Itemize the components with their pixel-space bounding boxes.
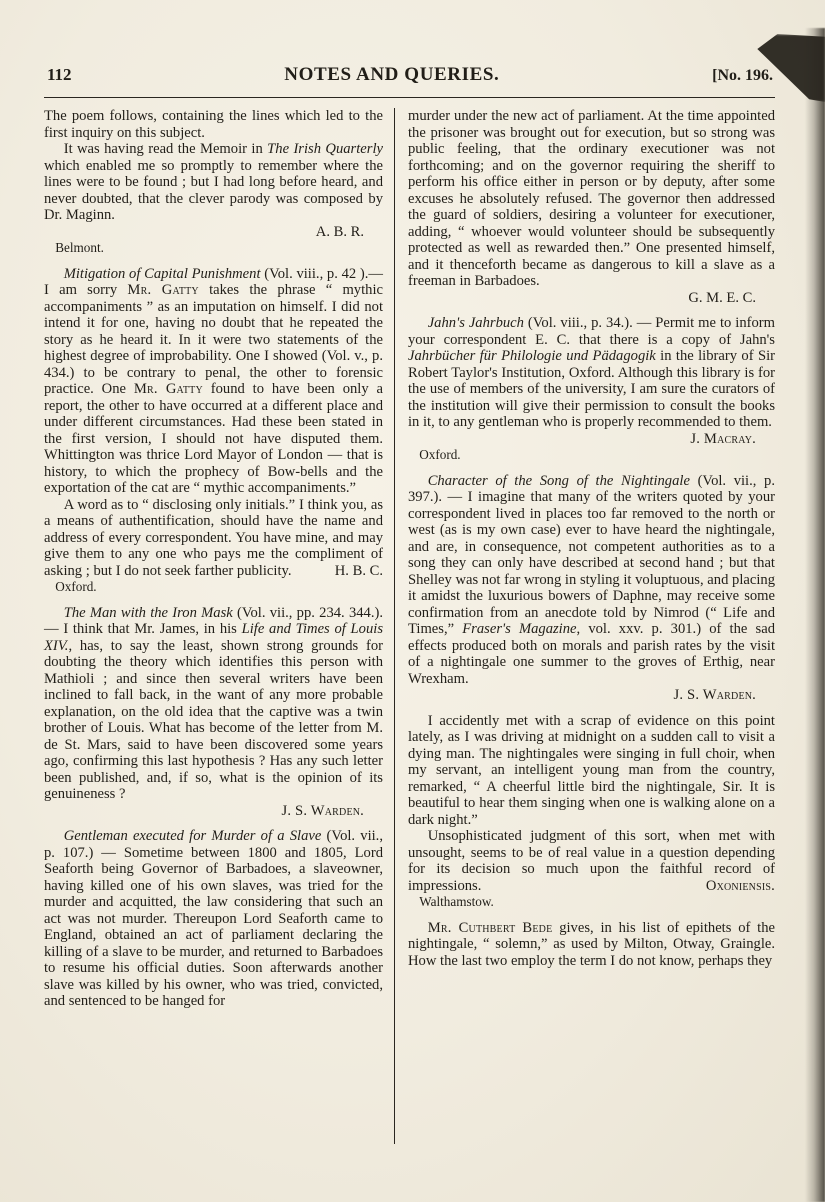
binding-shadow [805,28,825,1202]
place-line [44,240,383,257]
text-run: Unsophisticated judgment of this sort, when met with unsought, seems to be of real value in a question depending for its decision so much upon the faithful record of impressions. [408,828,775,894]
paragraph [408,713,775,829]
text-run: in the library of Sir Robert Taylor's Institution, Oxford. Although this library is for the use of members of the university, I am sure the curators of the institution will give their permission to consult the books in it, to any gentleman who is properly recommended to them. [408,348,775,430]
italic-text: Mitigation of Capital Punishment [63,265,261,282]
paragraph [408,108,775,290]
text-run: G. M. E. C. [688,289,757,306]
right-column [395,108,775,1144]
signature [408,687,775,704]
styled-text: Mr. Cuthbert Bede [427,919,553,936]
italic-text: Jahn's Jahrbuch [427,315,524,331]
text-run: The poem follows, containing the lines which led to the first inquiry on this subject. [44,108,383,141]
italic-text: The Irish Quarterly [267,141,383,157]
text-run: , vol. xxv. p. 301.) of the sad effects produced both on morals and parish rates by the visit of a nightingale one summer to the groves of Erthig, near Wrexham. [408,621,775,687]
place-line [44,579,383,596]
paragraph [44,266,383,497]
text-run: (Vol. viii., p. 42 ).—I am sorry [44,265,383,298]
text-run: (Vol. vii., p. 397.). — I imagine that many of the writers quoted by your correspondent lived in places too far removed to the north or west (as is my own case) ever to have heard the nightingale, and are, in consequence, not competent authorities as to a song they can only have described at second hand ; but that Shelley was not far wrong in styling it voluptuous, and placing it amidst the luxurious bowers of Daphne, may receive some confirmation from an anecdote told by Nimrod (“ Life and Times,” [408,472,775,637]
text-run: It was having read the Memoir in [63,141,268,157]
text-run: found to have been only a report, the other to have occurred at a different place and under different circumstances. Had these been stated in the first version, I should not have disputed them. Whittington was thrice Lord Mayor of London — that is history, to which the prophecy of Bow-bells and the exportation of the cat are “ mythic accompaniments.” [44,381,383,496]
text-run: takes the phrase “ mythic accompaniments ” as an imputation on himself. I did not intend it for one, having no doubt that he repeated the story as he heard it. In it were two statements of the highest degree of improbability. One I showed (Vol. v., p. 434.) to be contrary to penal, the other to forensic practice. One [44,282,383,397]
page-title: NOTES AND QUERIES. [284,64,500,85]
paragraph [44,605,383,803]
styled-text: Oxoniensis. [705,877,775,894]
text-run: Belmont. [55,240,104,255]
issue-number: [No. 196. [712,67,773,84]
styled-text: Mr. Gatty [127,282,199,298]
text-run: gives, in his list of epithets of the nightingale, “ solemn,” as used by Milton, Otway, Graingle. How the last two employ the term I do not know, perhaps they [408,919,775,969]
text-run: Walthamstow. [419,894,494,909]
signature [44,803,383,820]
text-run: (Vol. vii., p. 107.) — Sometime between 1800 and 1805, Lord Seaforth being Governor of Barbadoes, a slaveowner, having killed one of his own slaves, was tried for the murder and acquitted, the law considering that such an act was not murder. Thereupon Lord Seaforth came to England, obtained an act of parliament declaring the killing of a slave to be murder, and returned to Barbadoes to resume his official duties. Soon afterwards another slave was killed by his owner, who was tried, convicted, and sentenced to be hanged for [44,828,383,1009]
place-line [408,894,775,911]
text-run: (Vol. vii., pp. 234. 344.). — I think that Mr. James, in his [44,604,383,637]
header-rule [44,97,775,98]
styled-text: Mr. Gatty [133,381,203,397]
italic-text: Life and Times of Louis XIV. [44,621,384,654]
italic-text: Jahrbücher für Philologie und Pädagogik [408,348,656,364]
text-run: (Vol. viii., p. 34.). — Permit me to inform your correspondent E. C. that there is a copy of Jahn's [408,315,775,348]
italic-text: Gentleman executed for Murder of a Slave [63,828,322,844]
text-run: Oxford. [55,579,97,594]
signature [44,224,383,241]
signature [408,431,775,448]
paragraph [44,141,383,224]
page-number: 112 [47,65,72,84]
styled-text: H. B. C. [334,562,383,579]
left-column [44,108,394,1144]
paragraph [408,828,775,894]
text-run: murder under the new act of parliament. At the time appointed the prisoner was brought out for execution, but so strong was public feeling, that the ordinary executioner was not forthcoming; and on the governor requiring the sheriff to perform his office either in person or by deputy, after some excuses he absolutely refused. The governor then addressed the guard of soldiers, desiring a volunteer for executioner, adding, “ whoever would volunteer should be subsequently protected as well as rewarded then.” One presented himself, and it thenceforth became as dangerous to kill a slave as a freeman in Barbadoes. [408,108,775,289]
place-line [408,447,775,464]
running-head [47,64,773,86]
text-run: A. B. R. [315,223,365,240]
italic-text: The Man with the Iron Mask [63,604,233,621]
text-run: , has, to say the least, shown strong grounds for doubting the theory which identifies this person with Mathioli ; and since then several writers have been inclined to fall back, in the want of any more probable explanation, on the old idea that the captive was a twin brother of Louis. What has become of the letter from M. de St. Mars, said to have been discovered some years ago, confirming this last hypothesis ? Has any such letter been published, and, if so, what is the opinion of its genuineness ? [44,637,383,802]
styled-text: J. Macray. [690,430,757,447]
paragraph [408,473,775,688]
signature [408,290,775,307]
paragraph [44,108,383,141]
text-run: which enabled me so promptly to remember where the lines were to be found ; but I had long before heard, and never doubted, that the clever parody was composed by Dr. Maginn. [44,157,383,223]
paragraph [44,497,383,580]
italic-text: Fraser's Magazine [462,621,577,637]
text-run: A word as to “ disclosing only initials.” I think you, as a means of authentification, should have the name and address of every correspondent. You have mine, and may give them to any one who pays me the compliment of asking ; but I do not seek farther publicity. [44,496,383,579]
text-run: Oxford. [419,447,461,462]
italic-text: Character of the Song of the Nightingale [427,472,690,489]
paragraph [408,920,775,970]
paragraph [44,828,383,1010]
text-run: I accidently met with a scrap of evidence on this point lately, as I was driving at midnight on a sudden call to visit a dying man. The nightingales were singing in full choir, when my servant, an intelligent young man from the country, remarked, “ A cheerful little bird the nightingale, Sir. It is beautiful to hear them singing when one is walking alone on a dark night.” [408,712,775,828]
styled-text: J. S. Warden. [673,687,757,703]
paragraph [408,315,775,431]
text-columns [44,108,775,1144]
styled-text: J. S. Warden. [281,802,365,819]
